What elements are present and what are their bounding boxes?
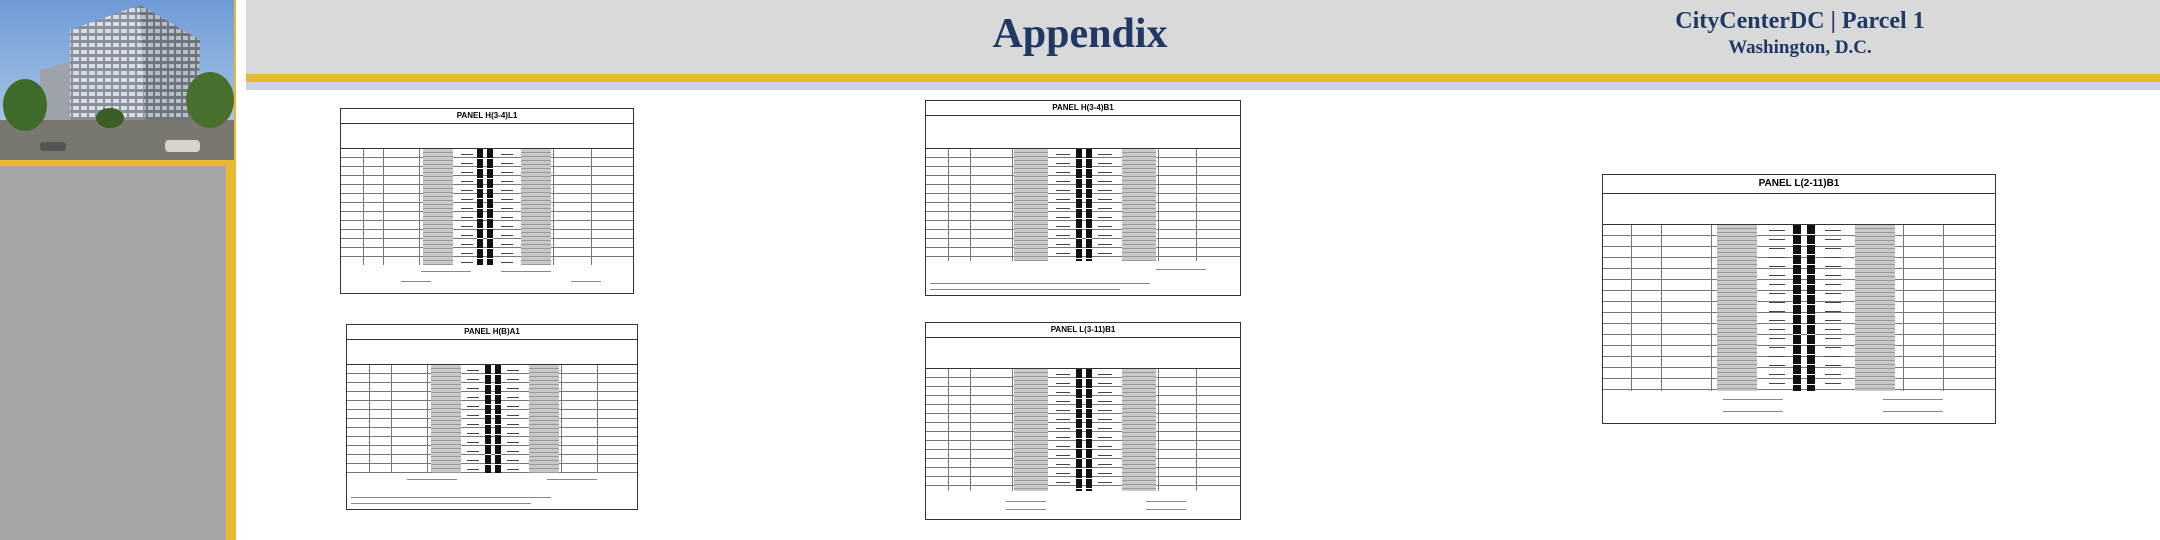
panel-schedule-5 [1602, 174, 1996, 424]
panel-footer [926, 491, 1240, 519]
panel-footer [1603, 391, 1995, 423]
panel-footer [347, 473, 637, 509]
sidebar [0, 0, 236, 540]
panel-schedule-2 [925, 100, 1241, 296]
panel-title: PANEL L(3-11)B1 [926, 323, 1240, 338]
panel-header [341, 124, 633, 149]
panel-footer [341, 265, 633, 293]
panel-title: PANEL L(2-11)B1 [1603, 175, 1995, 194]
panel-rows [926, 149, 1240, 261]
panel-header [347, 340, 637, 365]
panel-rows [341, 149, 633, 265]
panel-rows [926, 369, 1240, 491]
gold-stripe [246, 74, 2160, 82]
panel-title: PANEL H(3-4)B1 [926, 101, 1240, 116]
panel-header [926, 116, 1240, 149]
panel-rows [1603, 225, 1995, 391]
panel-header [926, 338, 1240, 369]
panel-schedule-1 [340, 108, 634, 294]
project-location: Washington, D.C. [1728, 37, 1872, 58]
panel-footer [926, 261, 1240, 295]
panel-schedule-3 [346, 324, 638, 510]
page-title: Appendix [992, 11, 1168, 57]
panel-header [1603, 194, 1995, 225]
blue-stripe [246, 82, 2160, 90]
panel-rows [347, 365, 637, 473]
panel-title: PANEL H(B)A1 [347, 325, 637, 340]
panel-title: PANEL H(3-4)L1 [341, 109, 633, 124]
building-photo [0, 0, 234, 166]
panel-schedule-4 [925, 322, 1241, 520]
project-name: CityCenterDC | Parcel 1 [1675, 8, 1925, 34]
